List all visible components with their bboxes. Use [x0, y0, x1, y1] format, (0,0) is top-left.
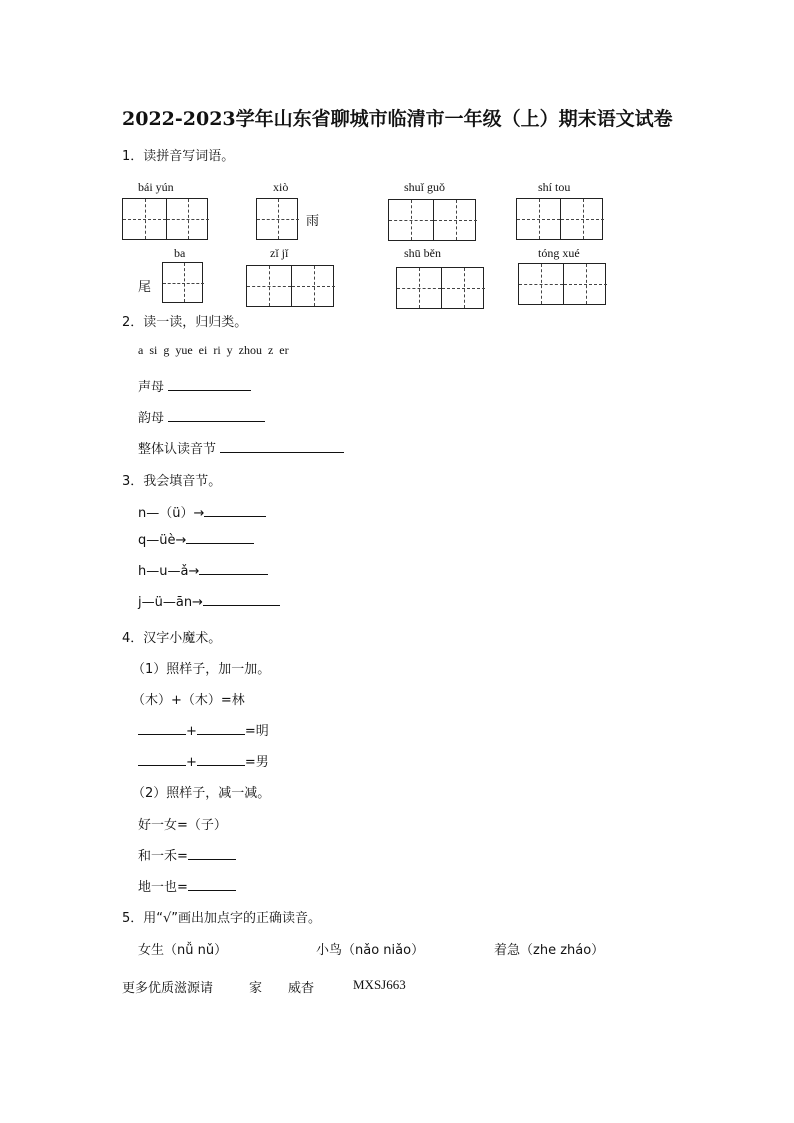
pinyin-label: tóng xué — [538, 246, 580, 260]
reading-option[interactable]: 着急（zhe zháo） — [494, 943, 605, 958]
answer-row — [138, 502, 266, 521]
question-5-label: 5．用“√”画出加点字的正确读音。 — [122, 911, 322, 926]
reading-option[interactable]: 小鸟（nǎo niǎo） — [316, 943, 425, 958]
question-1-label: 1．读拼音写词语。 — [122, 149, 235, 164]
pinyin-label: zǐ jǐ — [270, 246, 289, 260]
writing-grid[interactable] — [516, 198, 603, 240]
row-label: q—üè→ — [138, 533, 187, 548]
row-label: 整体认读音节 — [138, 442, 217, 457]
question-3-label: 3．我会填音节。 — [122, 474, 222, 489]
answer-row — [138, 376, 251, 395]
answer-row — [138, 438, 344, 457]
question-4-label: 4．汉字小魔术。 — [122, 631, 222, 646]
row-label: 地一也= — [138, 880, 188, 895]
pinyin-label: shū běn — [404, 246, 441, 260]
footer-text: 更多优质滋源请 — [122, 981, 214, 996]
answer-row — [138, 876, 236, 895]
page-title: 2022-2023学年山东省聊城市临清市一年级（上）期末语文试卷 — [122, 108, 673, 130]
writing-grid[interactable] — [246, 265, 334, 307]
plus-sign: + — [186, 724, 197, 739]
answer-blank[interactable] — [199, 573, 268, 575]
row-label: h—u—ǎ→ — [138, 564, 200, 579]
answer-blank[interactable] — [197, 733, 245, 735]
plus-sign: + — [186, 755, 197, 770]
answer-blank[interactable] — [203, 604, 280, 606]
answer-blank[interactable] — [138, 764, 186, 766]
answer-row — [138, 407, 265, 426]
sub-question-2: （2）照样子，减一减。 — [132, 786, 271, 801]
answer-blank[interactable] — [168, 389, 251, 391]
pinyin-label: shí tou — [538, 180, 571, 194]
syllable-list: a si g yue ei ri y zhou z er — [138, 343, 289, 357]
answer-row — [138, 751, 269, 770]
question-2-label: 2．读一读，归归类。 — [122, 315, 248, 330]
answer-blank[interactable] — [220, 451, 344, 453]
answer-blank[interactable] — [168, 420, 265, 422]
row-result: =男 — [244, 755, 269, 770]
answer-row — [138, 720, 269, 739]
answer-blank[interactable] — [138, 733, 186, 735]
row-label: 和一禾= — [138, 849, 188, 864]
writing-grid[interactable] — [396, 267, 484, 309]
example-add: （木）+（木）=林 — [132, 693, 245, 708]
example-subtract: 好一女=（子） — [138, 818, 227, 833]
row-label: 韵母 — [138, 411, 165, 426]
writing-grid[interactable] — [388, 199, 476, 241]
writing-grid[interactable] — [122, 198, 208, 240]
writing-grid[interactable] — [162, 262, 203, 303]
reading-option[interactable]: 女生（nǚ nǔ） — [138, 943, 228, 958]
pinyin-label: xiò — [273, 180, 289, 194]
footer-code: MXSJ663 — [353, 977, 406, 992]
answer-blank[interactable] — [188, 889, 236, 891]
footer-text: 威杳 — [288, 981, 315, 996]
answer-row — [138, 533, 254, 548]
pinyin-label: ba — [174, 246, 186, 260]
row-label: 声母 — [138, 380, 165, 395]
answer-blank[interactable] — [204, 515, 266, 517]
row-result: =明 — [244, 724, 269, 739]
writing-grid[interactable] — [518, 263, 606, 305]
word-suffix: 雨 — [306, 214, 320, 229]
answer-blank[interactable] — [188, 858, 236, 860]
row-label: j—ü—ān→ — [138, 595, 203, 610]
pinyin-label: bái yún — [138, 180, 174, 194]
answer-row — [138, 845, 236, 864]
answer-row — [138, 564, 268, 579]
answer-blank[interactable] — [186, 542, 254, 544]
word-prefix: 尾 — [138, 280, 152, 295]
row-label: n—（ü）→ — [138, 506, 205, 521]
answer-row — [138, 595, 280, 610]
footer-text: 家 — [249, 981, 263, 996]
pinyin-label: shuǐ guǒ — [404, 180, 446, 194]
answer-blank[interactable] — [197, 764, 245, 766]
sub-question-1: （1）照样子，加一加。 — [132, 662, 271, 677]
writing-grid[interactable] — [256, 198, 298, 240]
